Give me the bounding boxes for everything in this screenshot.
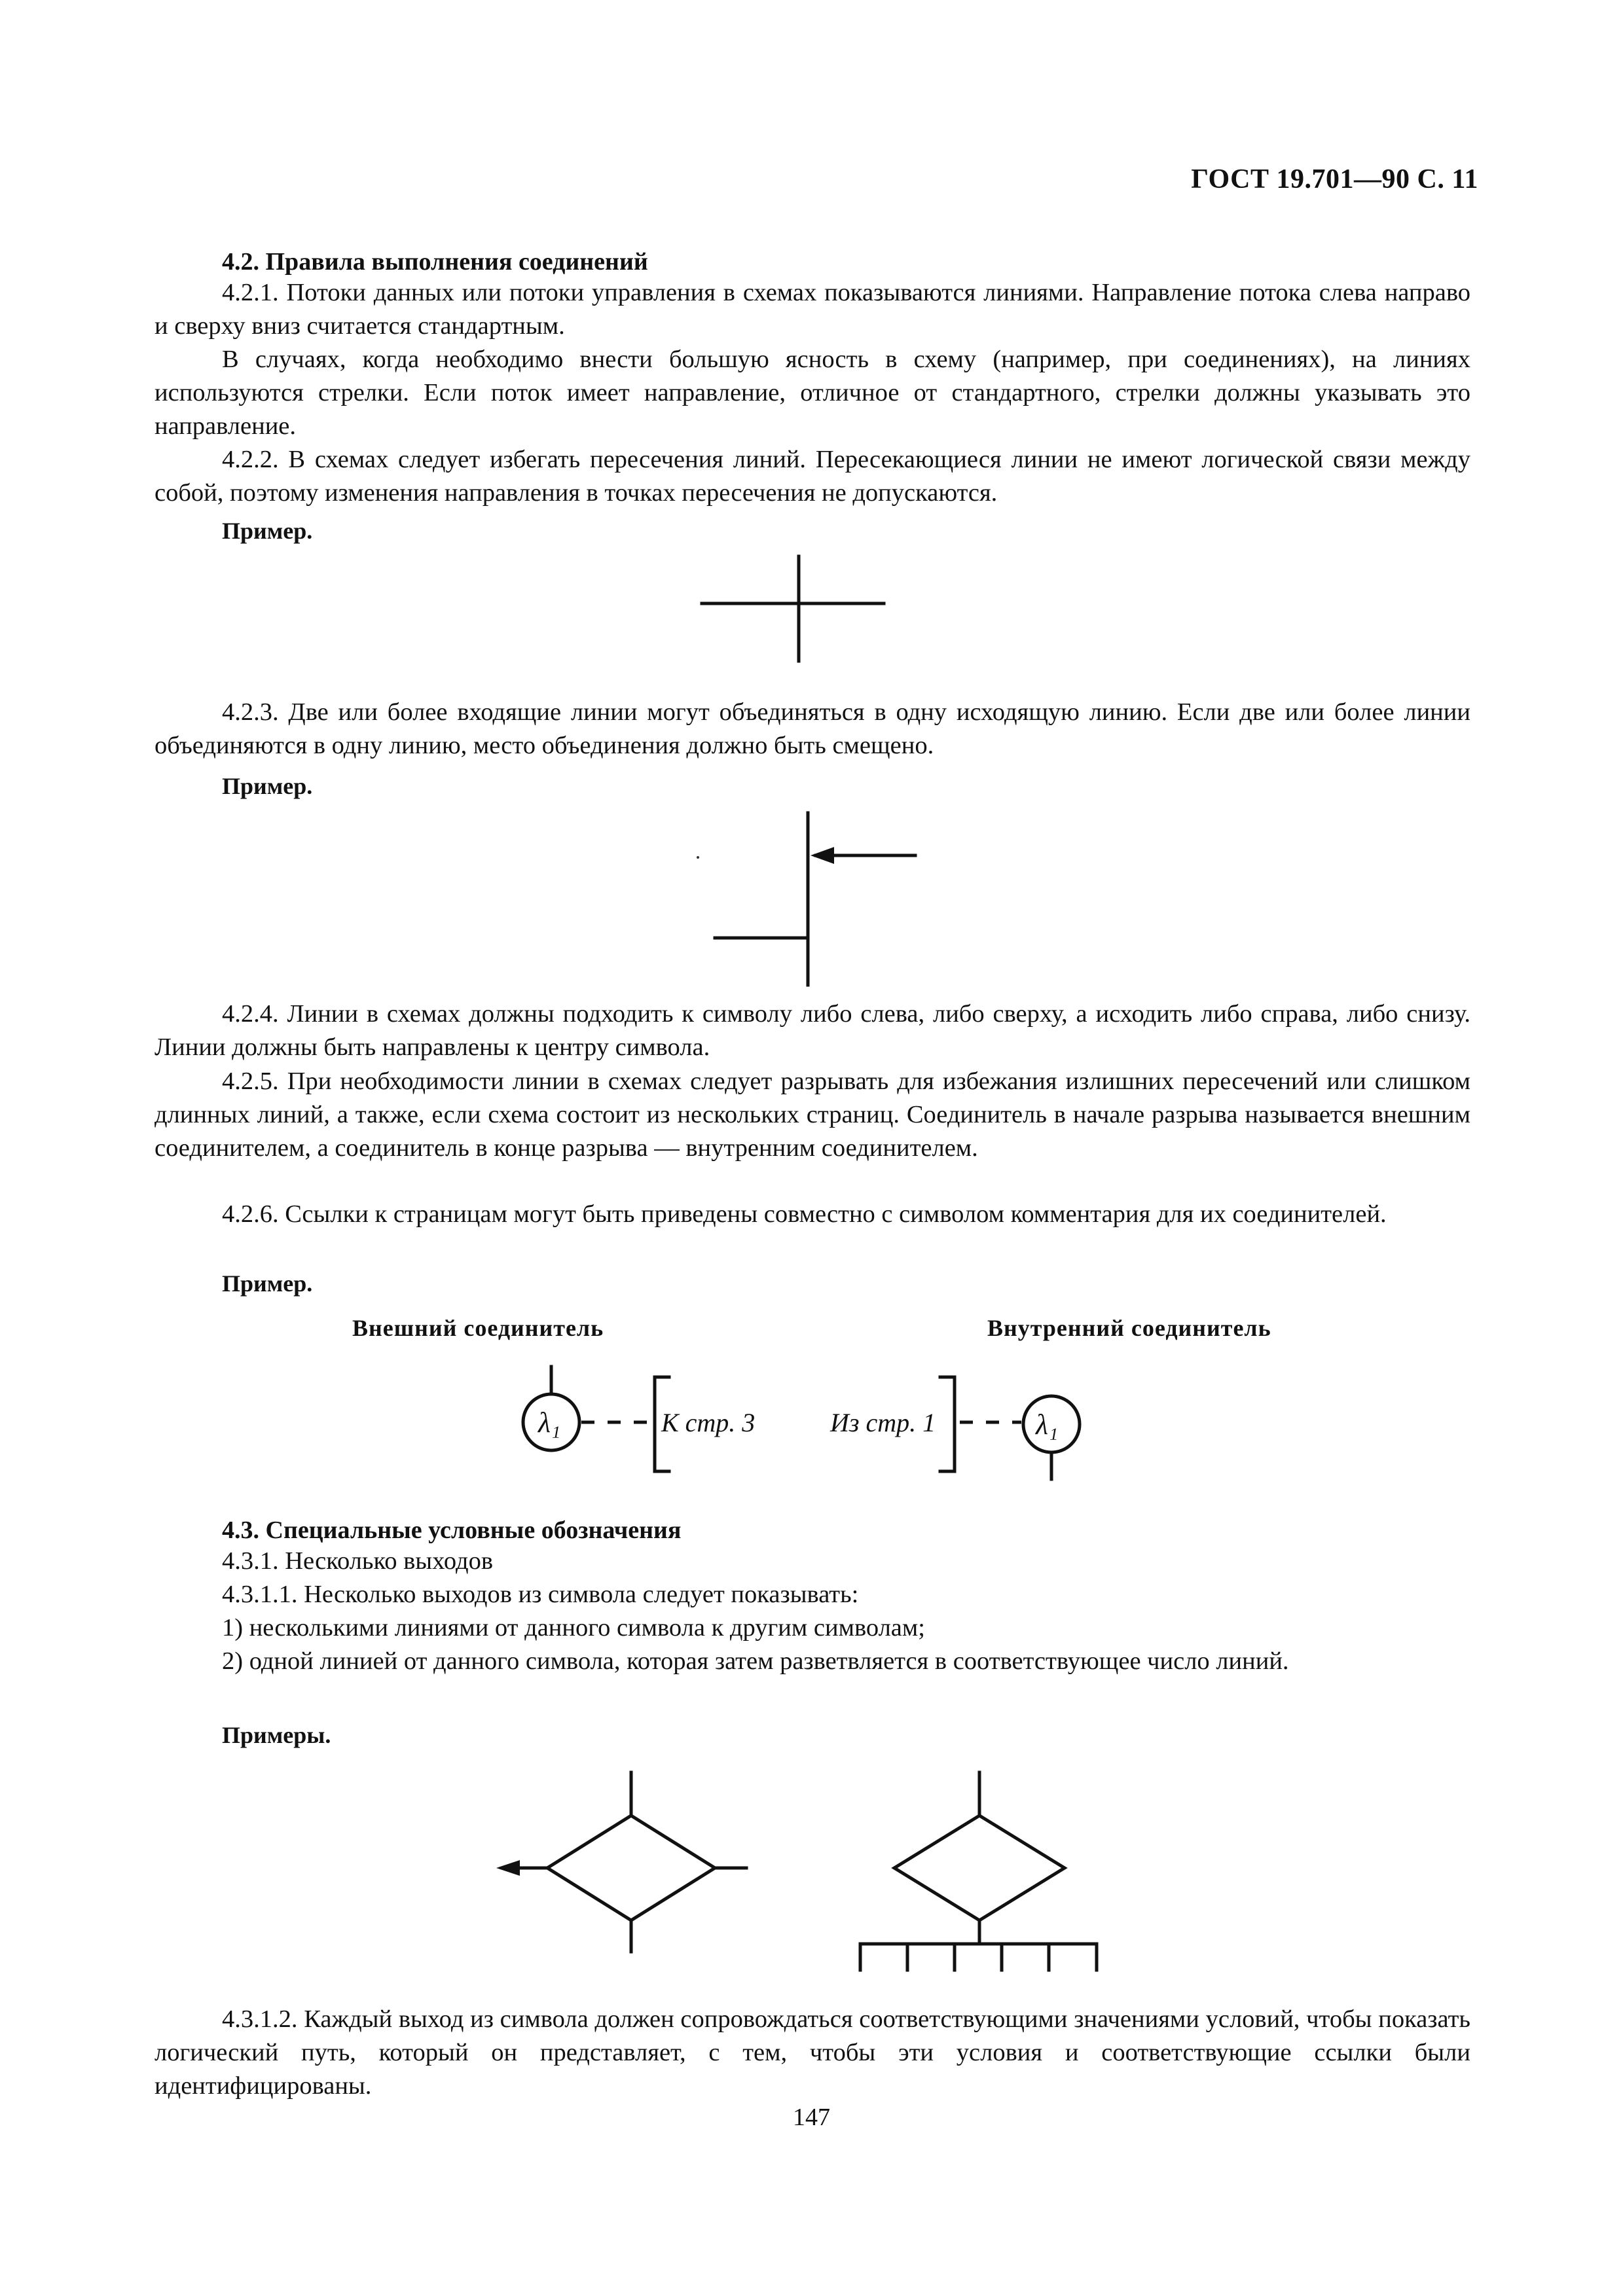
external-connector-label: Внешний соединитель — [352, 1315, 604, 1341]
example-label-2: Пример. — [222, 773, 313, 799]
page-number: 147 — [793, 2104, 830, 2131]
paragraph-4-2-3: 4.2.3. Две или более входящие линии могут объединяться в одну исходящую линию. Если две или более линии объединяются в одну линию, место объединения должно быть смещено. — [155, 698, 1470, 759]
crossing-lines-diagram — [687, 543, 903, 674]
diamond2-shape — [894, 1816, 1065, 1920]
examples-label: Примеры. — [222, 1722, 331, 1748]
paragraph-arrows: В случаях, когда необходимо внести большую ясность в схему (например, при соединениях), на линиях используются стрелки. Если поток имеет направление, отличное от стандартного, стрелки должны указывать это направление. — [155, 346, 1470, 440]
list-item-1: 1) несколькими линиями от данного символа к другим символам; — [222, 1614, 925, 1641]
example-label-3: Пример. — [222, 1270, 313, 1297]
paragraph-4-2-6: 4.2.6. Ссылки к страницам могут быть приведены совместно с символом комментария для их соединителей. — [222, 1200, 1387, 1228]
int-comment-bracket — [940, 1377, 955, 1471]
section-4-2-title: 4.2. Правила выполнения соединений — [222, 248, 648, 276]
int-symbol-text: λ₁ — [1036, 1408, 1059, 1441]
example-label-1: Пример. — [222, 518, 313, 544]
page-header: ГОСТ 19.701—90 С. 11 — [1191, 164, 1478, 194]
paragraph-4-3-1-2: 4.3.1.2. Каждый выход из символа должен сопровождаться соответствующими значениями условий, чтобы показать логический путь, который он представляет, с тем, чтобы эти условия и соответствующие ссылки были идентифицированы. — [155, 2005, 1470, 2100]
stray-dot — [697, 856, 699, 859]
section-4-3-title: 4.3. Специальные условные обозначения — [222, 1516, 682, 1544]
list-item-2: 2) одной линией от данного символа, которая затем разветвляется в соответствующее число линий. — [222, 1647, 1289, 1675]
internal-connector-label: Внутренний соединитель — [987, 1315, 1271, 1341]
paragraph-4-3-1-1: 4.3.1.1. Несколько выходов из символа следует показывать: — [222, 1581, 859, 1608]
ext-symbol-text: λ₁ — [538, 1407, 561, 1439]
paragraph-4-3-1: 4.3.1. Несколько выходов — [222, 1547, 494, 1575]
paragraph-4-2-2: 4.2.2. В схемах следует избегать пересечения линий. Пересекающиеся линии не имеют логической связи между собой, поэтому изменения направления в точках пересечения не допускаются. — [155, 446, 1470, 507]
multiple-exits-diagram — [484, 1767, 1139, 1990]
paragraph-4-2-5: 4.2.5. При необходимости линии в схемах следует разрывать для избежания излишних пересечений или слишком длинных линий, а также, если схема состоит из нескольких страниц. Соединитель в начале разрыва называется внешним соединителем, а соединитель в конце разрыва — внутренним соединителем. — [155, 1067, 1470, 1162]
arrowhead — [811, 847, 834, 864]
paragraph-4-2-4: 4.2.4. Линии в схемах должны подходить к символу либо слева, либо сверху, а исходить либо справа, либо снизу. Линии должны быть направлены к центру символа. — [155, 1000, 1470, 1061]
int-comment-text: Из стр. 1 — [830, 1408, 936, 1437]
merging-lines-diagram — [694, 805, 930, 995]
ext-comment-text: К стр. 3 — [661, 1408, 756, 1437]
diamond1-shape — [547, 1816, 715, 1920]
paragraph-4-2-1: 4.2.1. Потоки данных или потоки управления в схемах показываются линиями. Направление потока слева направо и сверху вниз считается стандартным. — [155, 279, 1470, 340]
connectors-diagram — [504, 1355, 1133, 1512]
diamond1-arrowhead — [496, 1860, 520, 1876]
